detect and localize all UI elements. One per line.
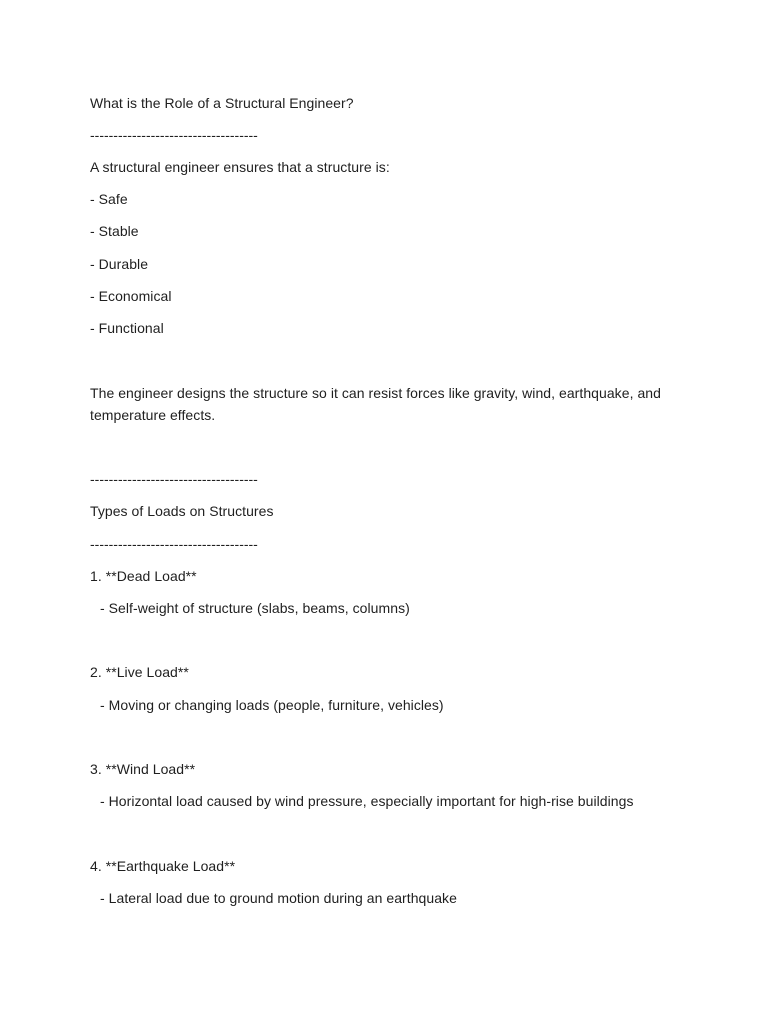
quality-item: - Stable [90, 223, 139, 239]
body-paragraph: The engineer designs the structure so it can resist forces like gravity, wind, earthquake, and temperature effects. [90, 385, 661, 423]
load-title: 1. **Dead Load** [90, 568, 197, 584]
section-heading: Types of Loads on Structures [90, 503, 274, 519]
quality-item: - Durable [90, 256, 149, 272]
load-title: 2. **Live Load** [90, 664, 189, 680]
divider-rule: ------------------------------------ [90, 471, 258, 487]
intro-text: A structural engineer ensures that a structure is: [90, 159, 390, 175]
load-title: 4. **Earthquake Load** [90, 858, 236, 874]
load-description: - Lateral load due to ground motion during an earthquake [100, 890, 457, 906]
load-description: - Self-weight of structure (slabs, beams, columns) [100, 600, 410, 616]
load-description: - Horizontal load caused by wind pressure, especially important for high-rise buildings [100, 793, 634, 809]
load-title: 3. **Wind Load** [90, 761, 196, 777]
divider-rule: ------------------------------------ [90, 536, 258, 552]
quality-item: - Economical [90, 288, 172, 304]
document-heading: What is the Role of a Structural Engineer? [90, 95, 354, 111]
quality-item: - Functional [90, 320, 164, 336]
load-description: - Moving or changing loads (people, furniture, vehicles) [100, 697, 444, 713]
divider-rule: ------------------------------------ [90, 127, 258, 143]
quality-item: - Safe [90, 191, 128, 207]
